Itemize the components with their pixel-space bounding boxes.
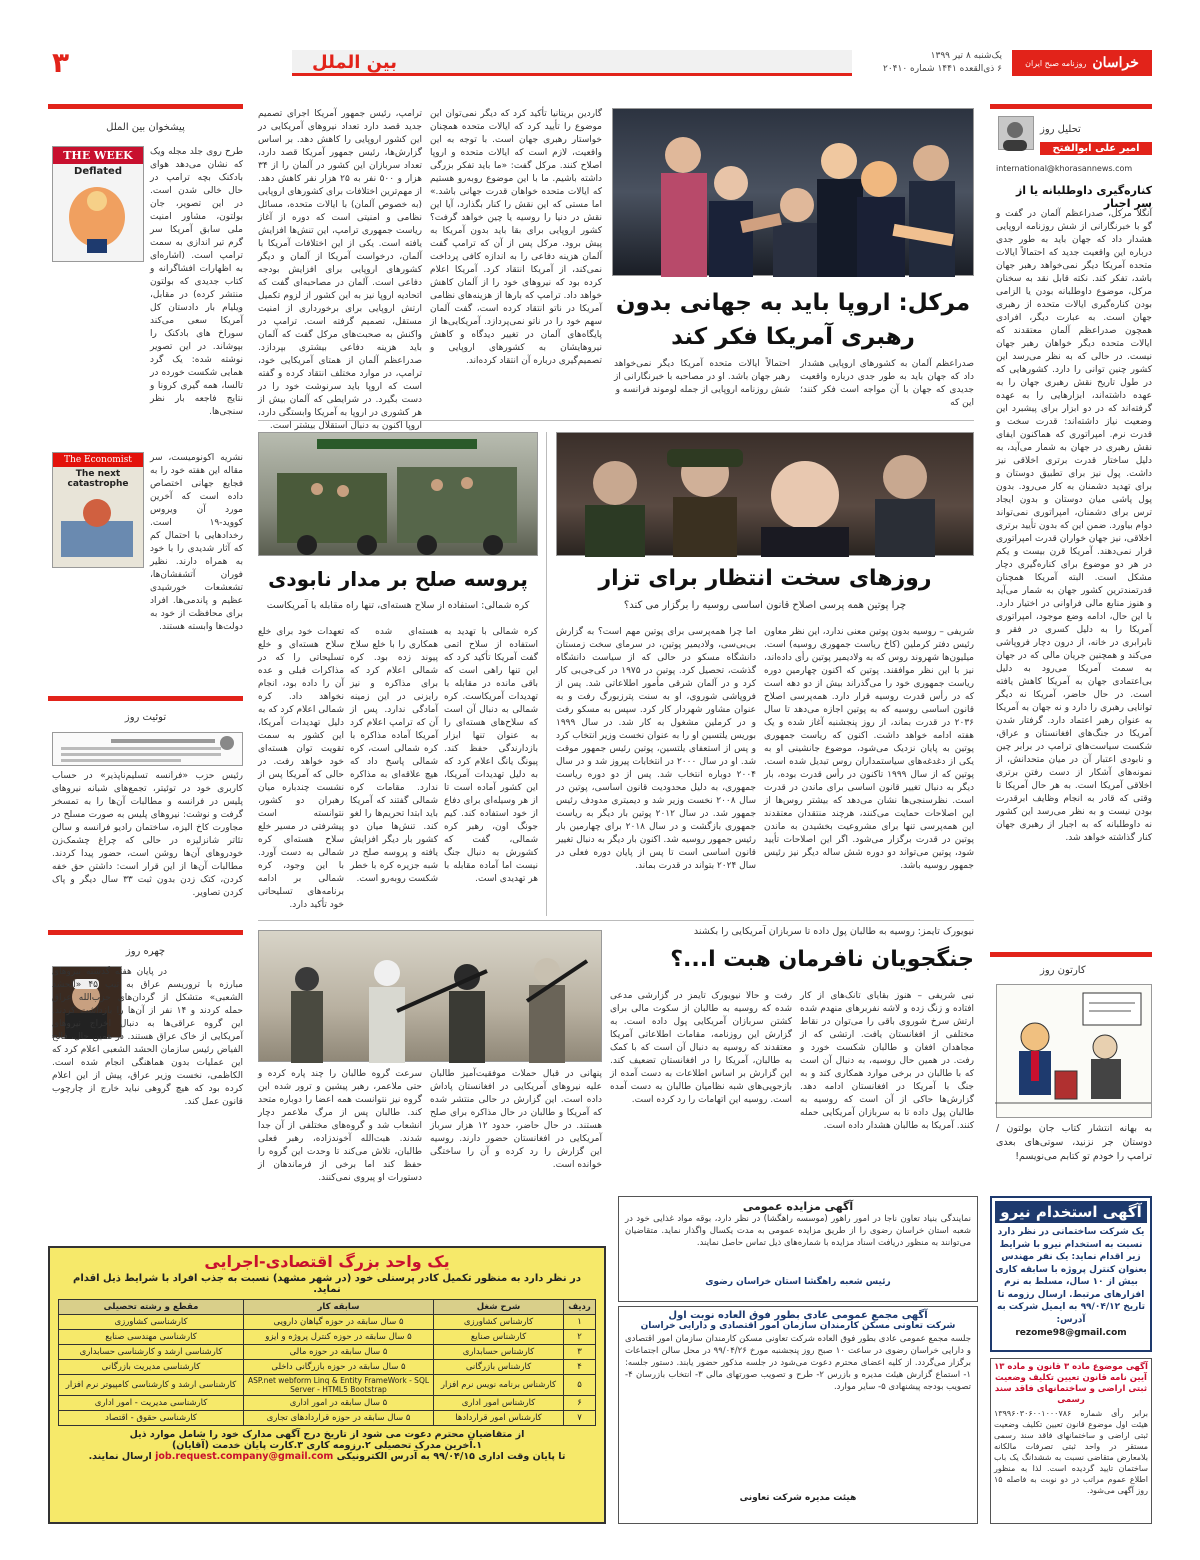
week-headline: Deflated [74, 166, 122, 177]
taliban-headline: جنگجویان نافرمان هبت ا...؟ [670, 947, 974, 972]
table-cell: ۳ [564, 1345, 596, 1360]
face-topbar [48, 930, 243, 935]
analysis-label: تحلیل روز [1040, 124, 1081, 135]
table-cell: کارشناس صنایع [434, 1330, 564, 1345]
foreign-text-1: طرح روی جلد مجله ویک که نشان می‌دهد هوای بادکنک بچه ترامپ در حال خالی شدن است. در این تصویر، جان بولتون، مشاور امنیت ملی سابق آمریکا سر گرم تیر اندازی به سمت ترامپ است. (اشاره‌ای به اظهارات افشاگرانه و کتاب جدیدی که بولتون منتشر کرده) در مقابل، ویلیام بار دادستان کل آمریکا سعی می‌کند سوراخ های بادکنک را بپوشاند. در این تصویر نوشته شده: یک گرد همایی شکست خورده در تالسا، همه گیری کرونا و نتایج فاجعه بار نظر سنجی‌ها. [150, 147, 243, 417]
logo-subtitle: روزنامه صبح ایران [1025, 58, 1087, 68]
table-cell: ۶ [564, 1396, 596, 1411]
nirou-ad-title: آگهی استخدام نیرو [995, 1201, 1147, 1223]
table-row [59, 1375, 596, 1396]
tweet-body: رئیس حزب «فرانسه تسلیم‌ناپذیر» در حساب کاربری خود در توئیتر، تجمع‌های شبانه نیروهای پلیس در فرانسه و مطالبات آن‌ها را به تمسخر گرفت و نوشت: نیروهای پلیس به صورت مسلح در مجاورت کاخ الیزه، ساختمان رادیو فرانسه و سالن تئاتر شانزلیزه در حالی که چراغ چشمک‌زن خودروهای آن‌ها روشن است، حضور پیدا کردند. مطالبات آن‌ها از این قرار است: داشتن حق خفه کردن، کتک زدن بدون ثبت ۳۳ سال دیگر و پاک کردن تصاویر. [52, 771, 243, 898]
taliban-kicker: نیویورک تایمز: روسیه به طالبان پول داده تا سربازان آمریکایی را بکشند [693, 926, 974, 937]
taliban-col4: سرعت گروه طالبان را چند پاره کرده و حتی ملاعمر، رهبر پیشین و ترور شده این گروه نیز نتوانست همه اعضا را دوباره متحد کند. طالبان پس از مرگ ملاعمر دچار انشعاب شد و گروه‌های مختلفی از آن جدا شدند. هبت‌الله آخوندزاده، رهبر فعلی طالبان، تلاش می‌کند تا وحدت این گروه را حفظ کند اما برخی از فرماندهان از دستورات او پیروی نمی‌کنند. [258, 1069, 422, 1183]
auction-ad [618, 1196, 978, 1302]
econ-ad-subtitle: در نظر دارد به منظور تکمیل کادر پرسنلی خود (در شهر مشهد) نسبت به جذب افراد با شرایط ذیل اقدام نماید. [73, 1273, 581, 1295]
fighters-photo [257, 931, 601, 1063]
legal-ad [990, 1358, 1152, 1524]
page-number: ۳ [52, 46, 70, 79]
section-tab [292, 50, 852, 76]
cartoon-caption: به بهانه انتشار کتاب جان بولتون / دوستان جر نزنید، سوتی‌های بعدی ترامپ را خودم تو کتابم می‌نویسم! [996, 1123, 1152, 1162]
econ-ad-footer-4: ارسال نمایند. [88, 1451, 152, 1462]
econ-ad-title: یک واحد بزرگ اقتصادی-اجرایی [204, 1252, 450, 1271]
coop-ad [618, 1306, 978, 1524]
tweet-topbar [48, 696, 243, 701]
military-trucks-photo [257, 433, 537, 557]
logo-block [1012, 50, 1152, 76]
catastrophe-illustration-icon [51, 491, 143, 561]
econ-ad-footer-row [58, 1451, 596, 1462]
table-row [59, 1411, 596, 1426]
korea-col3: تعهدات خود برای خلع سلاح هسته‌ای و خلع تسلیحاتی را که در مذاکرات قبلی و عده آن را داده بود، انجام نخواهد داد. کره شمالی اعلام کرد که به دلیل تهدیدات آمریکا، این کشور به سمت تقویت توان هسته‌ای خود خواهد رفت. در حالی که آمریکا پس از نشست چندباره میان رهبران دو کشور، نتوانسته است پیشرفتی در مسیر خلع سلاح هسته‌ای کره شمالی به دست آورد. با این وجود، کره شمالی بر ادامه برنامه‌های تسلیحاتی خود تأکید دارد. [258, 627, 344, 910]
coop-ad-subtitle: شرکت تعاونی مسکن کارمندان سازمان امور اقتصادی و دارایی خراسان [640, 1321, 956, 1331]
table-cell: ۵ سال سابقه در حوزه قراردادهای تجاری [244, 1411, 434, 1426]
econ-ad-footer-1: از متقاضیان محترم دعوت می شود از تاریخ درج آگهی مدارک خود را شامل موارد ذیل [129, 1429, 525, 1440]
putin-headline: روزهای سخت انتظار برای تزار [598, 566, 932, 591]
section-title: بین الملل [312, 52, 397, 73]
putin-photo [556, 432, 974, 556]
face-label: چهره روز [125, 946, 166, 957]
table-cell: کارشناسی مدیریت بازرگانی [59, 1360, 244, 1375]
table-cell: ۱ [564, 1315, 596, 1330]
econ-ad-footer-2: ۱.آخرین مدرک تحصیلی ۲.رزومه کاری ۳.کارت پایان خدمت (آقایان) [171, 1440, 483, 1451]
taliban-col1: نبی شریفی – هنوز بقایای تانک‌های از کار افتاده و زنگ زده و لاشه نفربرهای منهدم شده ارتش سرخ شوروی باقی را می‌توان در نقاط مختلفی از افغانستان یافت. ارتشی که از مجاهدان افغان و طالبان شکست خورد و رفت. در همین حال روسیه، به دنبال آن است که با طالبان در برخی موارد همکاری کند و به جنگ با آمریکا در افغانستان ادامه دهد. گزارش‌ها حاکی از آن است که روسیه به طالبان پول داده تا به سربازان آمریکایی حمله کنند. آمریکا به طالبان هشدار داده است. [800, 991, 974, 1131]
cartoon-topbar [990, 952, 1152, 957]
auction-ad-footer: رئیس شعبه راهگشا استان خراسان رضوی [705, 1277, 891, 1287]
korea-photo [258, 432, 538, 556]
cartoon-image [996, 984, 1152, 1118]
merkel-headline: مرکل: اروپا باید به جهانی بدون رهبری آمریکا فکر کند [615, 290, 971, 350]
table-cell: ۵ سال سابقه در حوزه کنترل پروژه و ایزو [244, 1330, 434, 1345]
taliban-photo [258, 930, 602, 1062]
foreign-text-2: نشریه اکونومیست، سر مقاله این هفته خود را به فجایع جهانی اختصاص داده است که آخرین مورد آن ویروس کووید-۱۹ است. رخدادهایی با احتمال کم که آثار شدیدی را با خود به همراه دارند. نظیر فوران آتشفشان‌ها، تشعشعات خورشیدی عظیم و پاندمی‌ها. افراد برای محافظت از خود به دولت‌ها وابسته هستند. [150, 453, 243, 632]
econ-ad-table: ردیف شرح شغل سابقه کار مقطع و رشته تحصیلی ۱ کارشناس کشاورزی ۵ سال سابقه در حوزه گیاهان دارویی کارشناسی کشاورزی ۲ کارشناس صنایع ۵ سال سابقه در حوزه کنترل پروژه و ایزو کارشناسی مهندسی صنایع ۳ کارشناس حسابداری ۵ سال سابقه در حوزه مالی کارشناسی ارشد و کارشناسی حسابداری ۴ کارشناس بازرگانی ۵ سال سابقه در حوزه بازرگانی داخلی کارشناسی مدیریت بازرگانی ۵ کارشناس برنامه نویس نرم افزار ASP.net webform Linq & Entity FrameWork - SQL Server - HTML5 Bootstrap کارشناسی ارشد و کارشناسی کامپیوتر نرم افزار ۶ کارشناس امور اداری ۵ سال سابقه در امور اداری کارشناسی مدیریت - امور اداری ۷ کارشناس امور قراردادها ۵ سال سابقه در حوزه قراردادهای تجاری کارشناسی حقوق - اقتصاد [58, 1299, 596, 1426]
analysis-title: کناره‌گیری داوطلبانه یا از سر اجبار [1015, 184, 1152, 210]
table-cell: کارشناس حسابداری [434, 1345, 564, 1360]
merkel-col1: صدراعظم آلمان به کشورهای اروپایی هشدار داد که جهان باید به طور جدی درباره واقعیت جدیدی که جهان با آن مواجه است فکر کنند؛ این که [800, 359, 974, 408]
date-block [862, 50, 1002, 76]
week-cover [52, 146, 144, 262]
table-cell: کارشناس بازرگانی [434, 1360, 564, 1375]
date-line-1: یک‌شنبه ۸ تیر ۱۳۹۹ [930, 51, 1002, 61]
korea-col1: کره شمالی با تهدید به استفاده از سلاح اتمی گفت آمریکا تأکید کرد که این تنها راهی است که باقی مانده در مقابله با تهدیدات آمریکاست. کره شمالی به دنبال آن است که سلاح‌های هسته‌ای را به عنوان تنها ابزار بازدارندگی حفظ کند. پیونگ یانگ اعلام کرد که به دلیل تهدیدات آمریکا، این کشور آماده است تا از هر وسیله‌ای برای دفاع از خود استفاده کند. کیم جونگ اون، رهبر کره شمالی، گفت که کشورش به دنبال جنگ نیست اما آماده مقابله با هر تهدیدی است. [444, 627, 538, 884]
coop-ad-footer: هیئت مدیره شرکت تعاونی [739, 1493, 857, 1503]
table-row [59, 1330, 596, 1345]
taliban-col3: پنهانی در قبال حملات موفقیت‌آمیز طالبان علیه نیروهای آمریکایی در افغانستان پاداش داده است. این گزارش در حالی منتشر شده که آمریکا و طالبان در حال مذاکره برای صلح هستند. در حال حاضر، حدود ۱۲ هزار سرباز آمریکایی در افغانستان حضور دارند. روسیه این گزارش را رد کرده و آن را ساختگی خوانده است. [430, 1069, 602, 1170]
taliban-col2: رفت و حالا نیویورک تایمز در گزارشی مدعی شده که روسیه به طالبان از سکوت مالی برای کشتن سربازان آمریکایی پول داده است. به گزارش این روزنامه، مقامات اطلاعاتی آمریکا معتقدند که روسیه به دنبال آن است که با کمک به طالبان، آمریکا را در افغانستان تضعیف کند. این گزارش بر اساس اطلاعات به دست آمده از بازجویی‌های شبه نظامیان طالبان به دست آمده است. روسیه این اتهامات را رد کرده است. [610, 991, 792, 1105]
nirou-ad-email[interactable]: rezome98@gmail.com [1015, 1328, 1127, 1338]
putin-korea-divider [546, 432, 547, 916]
table-row [59, 1315, 596, 1330]
nirou-ad-body: یک شرکت ساختمانی در نظر دارد نسبت به استخدام نیرو با شرایط زیر اقدام نماید: یک نفر مهندس بعنوان کنترل پروژه با سابقه کاری بیش از ۱۰ سال، مسلط به نرم افزارهای مرتبط. ارسال رزومه تا تاریخ ۹۹/۰۴/۱۲ به ایمیل شرکت به آدرس: [995, 1227, 1147, 1325]
legal-ad-body: برابر رأی شماره ۱۳۹۹۶۰۳۰۶۰۰۱۰۰۰۷۸۶ هیئت اول موضوع قانون تعیین تکلیف وضعیت ثبتی اراضی و ساختمانهای فاقد سند رسمی مستقر در واحد ثبتی تصرفات مالکانه بلامعارض متقاضی نسبت به ششدانگ یک باب ساختمان تایید گردیده است. لذا به منظور اطلاع عموم مراتب در دو نوبت به فاصله ۱۵ روز آگهی می‌شود. [994, 1409, 1148, 1495]
econ-ad [48, 1246, 606, 1524]
table-cell: کارشناس امور اداری [434, 1396, 564, 1411]
putin-col2: اما چرا همه‌پرسی برای پوتین مهم است؟ به گزارش بی‌بی‌سی، ولادیمیر پوتین، در سرمای سخت زمستان دانشگاه مسکو در حالی که از سیاست دانشگاه گذشت، تحصیل کرد. پوتین در ۱۹۷۵ در کی‌جی‌بی کار کرد و در آلمان شرقی مأمور اطلاعاتی شد. پس از فروپاشی شوروی، او به سنت پترزبورگ رفت و به عنوان مشاور شهردار کار کرد. سپس به مسکو رفت و در کرملین مشغول به کار شد. در سال ۱۹۹۹ بوریس یلتسین او را به عنوان نخست وزیر انتخاب کرد و پس از استعفای یلتسین، پوتین رئیس جمهور موقت شد. او در سال ۲۰۰۰ در انتخابات پیروز شد و در سال ۲۰۰۴ دوباره انتخاب شد. پس از دو دوره ریاست جمهوری، به دلیل محدودیت قانون اساسی، پوتین در سال ۲۰۰۸ نخست وزیر شد و دیمیتری مدودف رئیس جمهور شد. در سال ۲۰۱۲ پوتین بار دیگر به ریاست جمهوری بازگشت و در سال ۲۰۱۸ برای چهارمین بار رئیس جمهور روسیه شد. اکنون بار دیگر به دنبال تغییر قانون اساسی است تا پس از پایان دوره فعلی در سال ۲۰۲۴ بتواند در قدرت بماند. [556, 627, 757, 871]
author-photo [998, 116, 1034, 150]
table-cell: کارشناسی ارشد و کارشناسی حسابداری [59, 1345, 244, 1360]
auction-ad-body: نمایندگی بنیاد تعاون ناجا در امور راهور (موسسه راهگشا) در نظر دارد، بوقه مواد غذایی خود در شعبه استان خراسان رضوی را از طریق مزایده عمومی به مدت یکسال واگذار نماید. متقاضیان می‌توانند به منظور دریافت اسناد مزایده با شماره‌های ذیل تماس حاصل نمایند. [625, 1214, 971, 1248]
table-cell: ۴ [564, 1360, 596, 1375]
nirou-ad [990, 1196, 1152, 1352]
logo: خراسان [1092, 55, 1139, 71]
face-body: در پایان هفته گذشته نیروهای مبارزه با تروریسم عراق به تیپ ۴۵ «الحشد الشعبی» متشکل از گردان‌های حزب‌الله عراق حمله کردند و ۱۴ نفر از آن‌ها را بازداشت کردند. این گروه عراقی‌ها به دنبال اخراج نیروهای آمریکایی از خاک عراق هستند. در همین حال، فالح الفیاض رئیس سازمان الحشد الشعبی اعلام کرد که این عملیات بدون هماهنگی انجام شده است. الکاظمی، نخست وزیر عراق، پیش از این اعلام کرده بود که هیچ گروهی نباید خارج از چارچوب قانون عمل کند. [52, 967, 243, 1107]
table-cell: ۵ سال سابقه در حوزه بازرگانی داخلی [244, 1360, 434, 1375]
table-row [59, 1396, 596, 1411]
table-cell: کارشناس کشاورزی [434, 1315, 564, 1330]
cartoon-label: کارتون روز [1040, 965, 1086, 976]
merkel-col2: احتمالاً ایالات متحده آمریکا دیگر نمی‌خواهد رهبر جهان باشد. او در مصاحبه با خبرنگارانی از شش روزنامه اروپایی از جمله لوموند فرانسه و [614, 359, 790, 395]
table-cell: ASP.net webform Linq & Entity FrameWork - SQL Server - HTML5 Bootstrap [244, 1375, 434, 1396]
korea-headline: پروسه صلح بر مدار نابودی [268, 567, 528, 591]
auction-ad-title: آگهی مزایده عمومی [742, 1200, 854, 1213]
korea-subhead: کره شمالی: استفاده از سلاح هسته‌ای، تنها راه مقابله با آمریکاست [266, 600, 530, 611]
author-name: امیر علی ابوالفتح [1040, 142, 1152, 155]
korea-col2: هسته‌ای شده که همکاری را با خلع سلاح پیوند زده بود. کره شمالی اعلام کرد که برای مذاکره و نیز رایزنی در این زمینه آمادگی ندارد. پس از آن که ترامپ اعلام کرد آمریکا آماده مذاکره با کره شمالی است، کره شمالی پاسخ داد که هیچ علاقه‌ای به مذاکره ندارد. مقامات کره شمالی گفتند که آمریکا باید ابتدا تحریم‌ها را لغو کند. تنش‌ها میان دو کشور بار دیگر افزایش یافته و پروسه صلح در شبه جزیره کره با خطر شکست روبه‌رو است. [350, 627, 438, 884]
econ-ad-email[interactable]: job.request.company@gmail.com [155, 1451, 334, 1462]
putin-subhead: چرا پوتین همه پرسی اصلاح قانون اساسی روسیه را برگزار می کند؟ [623, 600, 907, 611]
legal-ad-title: آگهی موضوع ماده ۳ قانون و ماده ۱۳ آیین نامه قانون تعیین تکلیف وضعیت ثبتی اراضی و ساختمانهای فاقد سند رسمی [994, 1362, 1148, 1405]
putin-parade-photo [555, 433, 973, 557]
table-cell: کارشناسی حقوق - اقتصاد [59, 1411, 244, 1426]
table-cell: کارشناسی مدیریت - امور اداری [59, 1396, 244, 1411]
tweet-label: توئیت روز [124, 712, 167, 723]
merkel-photo [612, 108, 974, 276]
table-row [59, 1345, 596, 1360]
table-cell: ۷ [564, 1411, 596, 1426]
table-cell: کارشناس امور قراردادها [434, 1411, 564, 1426]
analysis-body: آنگلا مرکل، صدراعظم آلمان در گفت و گو با خبرنگارانی از شش روزنامه اروپایی هشدار داد که جهان باید به طور جدی درباره این واقعیت جدید که احتمالاً ایالات متحده آمریکا دیگر نمی‌خواهد رهبر جهان باشد، تفکر کند. نکته قابل نقد به سخنان مرکل، موضوع داوطلبانه بودن یا الزامی بودن کناره‌گیری ایالات متحده از رهبری جهان است. به عبارت دیگر، افرادی همچون صدراعظم آلمان معتقدند که ایالات متحده دیگر خواهان رهبر جهان نیست. در حالی که به نظر می‌رسد این کشور چنین توانی را دارد. کشورهایی که در طول تاریخ نقش رهبری جهان را به عهده داشته‌اند، ابزارهایی را به عهده گرفته‌اند که در دو ابزار برای پیشبرد این وضعیت نیاز داشته‌اند: قدرت سخت و قدرت نرم. امپراتوری که هماکنون ایفای نقش رهبری در جهان به شمار می‌آید، به دلیل ساختار قدرت برتری اخلاقی نیز داشت. پول نیز برای تطبیق دوستان و برای تهدید دشمنان به کار می‌رود. بدون پول پاشی میان دوستان و بدون ایجاد ترس برای دشمنان، امپراتوری نمی‌تواند دوام بیاورد. ضمن این که بدون تأیید برتری اخلاقی، نیز جهان خواران قدرت امپراتوری قرار نمی‌دهند. آمریکا قرن بیست و یکم در هر دو موضوع برای کناره‌گیری دچار مشکل است. البته آمریکا همچنان قدرتمندترین کشور جهان به شمار می‌آید و هنوز منابع مالی فراوانی در اختیار دارد. با این حال، ادامه وضع موجود، امپراتوری آمریکا را به دلیل کسری در فقر و نابرابری در خانه، از درون دچار فروپاشی می‌کند و همچنین جریان مالی که در جهان به سمت آمریکا می‌رود به دلیل بی‌اعتمادی جهان به آمریکا کاهش یافته است. در حال حاضر، آمریکا نه دیگر توانایی رهبری را دارد و نه جهان به آمریکا به عنوان رهبر اعتماد دارد. گرفتار شدن آمریکا در جنگ‌های افغانستان و عراق، شکست سیاست‌های ترامپ در برابر چین و نابودی اعتبار آن در میان متحدانش، از نمونه‌های آشکار از دست رفتن برتری اخلاقی آمریکا است. به هر حال آمریکا تا وقتی که قادر به انجام وظایف ابرقدرت بودن نیست و به نظر می‌رسد این کشور نه داوطلبانه که به اجبار از رهبری جهان کنار گذاشته خواهد شد. [995, 209, 1152, 843]
author-email[interactable]: international@khorasannews.com [996, 164, 1133, 173]
date-line-2: ۶ ذی‌القعده ۱۴۴۱ شماره ۲۰۴۱۰ [883, 64, 1002, 74]
week-masthead: THE WEEK [53, 147, 143, 164]
table-cell: کارشناسی ارشد و کارشناسی کامپیوتر نرم افزار [59, 1375, 244, 1396]
table-cell: ۵ سال سابقه در امور اداری [244, 1396, 434, 1411]
economist-cover [52, 452, 144, 568]
foreign-topbar [48, 104, 243, 109]
merkel-col4: ترامپ، رئیس جمهور آمریکا اجرای تصمیم جدید قصد دارد تعداد نیروهای آمریکایی در این کشور اروپایی را کاهش دهد. بر اساس گزارش‌ها، رئیس جمهور آمریکا قصد دارد، تعداد سربازان این کشور در آلمان را از ۳۴ هزار و ۵۰۰ نفر به ۲۵ هزار نفر کاهش دهد. از مهم‌ترین اختلافات برای کشورهای اروپایی (به خصوص آلمان) با ایالات متحده، مسائل نظامی و امنیتی است که دوره از آغاز ریاست جمهوری ترامپ، این تنش‌ها افزایش یافته است. یکی از این اختلافات آمریکا با آلمان، درخواست آمریکا از آلمان و دیگر کشورهای اروپایی برای افزایش بودجه دفاعی است. آلمان در مصاحبه‌ای گفت که اتحادیه اروپا نیز به این کشور از لزوم تکمیل ارتش اروپایی برای برخورداری از امنیت مستقل، تصمیم گرفته است. ترامپ در واکنش به صحبت‌های مرکل گفت که آلمان باید هزینه دفاعی بیشتری بپردازد. صدراعظم آلمان از همتای آمریکایی خود، ترامپ، در موارد مختلف انتقاد کرده و گفته است که اروپا باید سرنوشت خود را در دست بگیرد. در شرایطی که آلمان بیش از هر کشوری در اروپا به آمریکا وابستگی دارد، اروپا اکنون به دنبال استقلال بیشتر است. [258, 109, 422, 431]
economist-masthead: The Economist [53, 453, 143, 467]
table-cell: ۲ [564, 1330, 596, 1345]
table-cell: کارشناس برنامه نویس نرم افزار [434, 1375, 564, 1396]
table-cell: ۵ [564, 1375, 596, 1396]
tweet-preview-icon [51, 733, 242, 767]
economist-headline: The next catastrophe [67, 469, 129, 489]
econ-ad-footer-3: تا پایان وقت اداری ۹۹/۰۴/۱۵ به آدرس الکترونیکی [336, 1451, 566, 1462]
leaders-group-photo [611, 109, 973, 277]
analysis-topbar [990, 104, 1152, 109]
merkel-col3: گاردین بریتانیا تأکید کرد که دیگر نمی‌توان این موضوع را تأیید کرد که ایالات متحده همچنان خواستار رهبری جهان است. با توجه به این واقعیت، لازم است که ایالات متحده و اروپا اصلاح کنند. مرکل گفت: «ما باید تفکر بزرگی داشته باشیم. ما با این موضوع روبه‌رو هستیم که ایالات متحده خواهان قدرت جهانی باشد.» اما مستی که این نقش را کنار بگذارد، آیا این نقش در دنیا را روسیه یا چین خواهد گرفت؟ کشور اروپایی برای بقا باید بدون آمریکا به پیش برود. مرکل پس از آن که ترامپ گفت آلمان هزینه دفاعی را به اندازه کافی پرداخت نمی‌کند، از آمریکا انتقاد کرد. آمریکا اعلام کرده بود که نیروهای خود را از آلمان کاهش خواهد داد. ترامپ که بارها از هزینه‌های نظامی آمریکا در ناتو انتقاد کرده است، گفت آلمان سهم خود را در ناتو نمی‌پردازد. آمریکایی‌ها از پایگاه‌های آلمان در تغییر دیدگاه و کاهش نیروهایشان به کشورهای اروپایی و تصمیم‌گیری درباره آن انتقاد کرده‌اند. [430, 109, 602, 366]
cartoon-drawing [995, 985, 1151, 1119]
merkel-divider [258, 420, 974, 421]
tweet-screenshot [52, 732, 243, 766]
table-cell: ۵ سال سابقه در حوزه مالی [244, 1345, 434, 1360]
table-cell: کارشناسی کشاورزی [59, 1315, 244, 1330]
table-row [59, 1360, 596, 1375]
trump-balloon-icon [51, 179, 143, 259]
author-silhouette-icon [997, 117, 1033, 151]
korea-taliban-divider [258, 920, 974, 921]
coop-ad-body: جلسه مجمع عمومی عادی بطور فوق العاده شرکت تعاونی مسکن کارمندان سازمان امور اقتصادی و دارایی خراسان رضوی در ساعت ۱۰ صبح روز پنجشنبه مورخ ۹۹/۰۴/۲۶ در محل سالن اجتماعات برگزار می‌گردد. از کلیه اعضای محترم دعوت می‌شود در جلسه مذکور حضور یابند. دستور جلسه: ۱- استماع گزارش هیئت مدیره و بازرس ۲- طرح و تصویب صورتهای مالی ۳- انتخاب بازرسان ۴- تصویب بودجه پیشنهادی ۵- سایر موارد. [625, 1334, 971, 1392]
putin-col1: شریفی – روسیه بدون پوتین معنی ندارد، این نظر معاون رئیس دفتر کرملین (کاخ ریاست جمهوری روسیه) است. میلیون‌ها شهروند روس که به ولادیمیر پوتین رأی داده‌اند، نیز با این نظر موافقند. پوتین که اکنون چهارمین دوره ریاست جمهوری خود را می‌گذراند بیش از دو دهه است که در رأس قدرت روسیه قرار دارد. همه‌پرسی اصلاح قانون اساسی روسیه که به پوتین اجازه می‌دهد تا سال ۲۰۳۶ در قدرت بماند، از روز پنجشنبه آغاز شده و یک هفته ادامه خواهد داشت. اکنون که ریاست جمهوری پوتین به پایان نزدیک می‌شود، موضوع جانشینی او به یکی از دغدغه‌های سیاستمداران روس تبدیل شده است. پوتین که از سال ۱۹۹۹ تاکنون در رأس قدرت بوده، بار دیگر به دنبال تغییر قانون اساسی برای ماندن در قدرت است. نظرسنجی‌ها نشان می‌دهد که بیشتر روس‌ها از این اصلاحات حمایت می‌کنند، هرچند منتقدان معتقدند این همه‌پرسی تنها برای مشروعیت بخشیدن به ماندن پوتین در قدرت برگزار می‌شود. اگر این اصلاحات تأیید شود، پوتین می‌تواند دو دوره شش ساله دیگر نیز رئیس جمهور روسیه باشد. [764, 627, 974, 871]
foreign-label: پیشخوان بین الملل [106, 122, 185, 133]
table-cell: کارشناسی مهندسی صنایع [59, 1330, 244, 1345]
table-cell: ۵ سال سابقه در حوزه گیاهان دارویی [244, 1315, 434, 1330]
masthead [48, 46, 1152, 82]
foreign-text-1-cont [52, 266, 243, 446]
econ-ad-rows [59, 1315, 596, 1426]
coop-ad-title: آگهی مجمع عمومی عادی بطور فوق العاده نوبت اول [668, 1310, 928, 1321]
